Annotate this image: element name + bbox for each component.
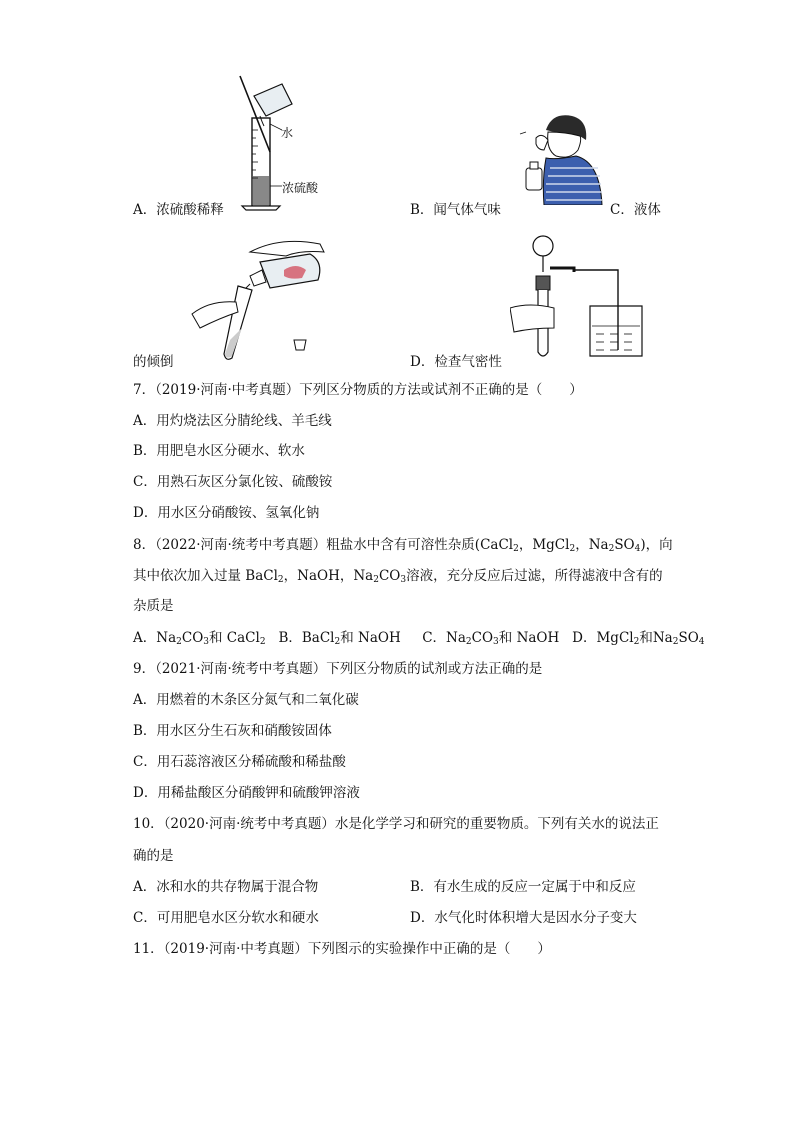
q9-option-c: C．用石蕊溶液区分稀硫酸和稀盐酸	[133, 754, 346, 770]
q7-option-b: B．用肥皂水区分硬水、软水	[133, 443, 305, 459]
q10-option-d: D．水气化时体积增大是因水分子变大	[410, 910, 637, 926]
figure-c-pour-liquid	[190, 232, 330, 362]
q8-stem-line2: 其中依次加入过量 BaCl$_2$，NaOH，$Na_2CO_3$溶液，充分反应后过滤，所得滤液中含有的	[133, 568, 663, 585]
q10-text: 水是化学学习和研究的重要物质。下列有关水的说法正	[334, 816, 659, 832]
q7-text: 下列区分物质的方法或试剂不正确的是（ ）	[299, 382, 583, 398]
q10-stem-line2: 确的是	[133, 848, 174, 864]
caption-c-part2: 的倾倒	[133, 354, 174, 370]
q9-option-d: D．用稀盐酸区分硝酸钾和硫酸钾溶液	[133, 785, 360, 801]
q11-source: （2019·河南·中考真题）	[163, 941, 308, 957]
q7-stem	[133, 381, 583, 399]
q11-stem	[133, 940, 551, 958]
figure-b-smell-gas	[516, 110, 606, 205]
figure-d-airtightness	[510, 232, 650, 362]
q8-option-d: D．MgCl$_2$和$Na_2SO_4$	[572, 630, 705, 647]
q8-option-a: A．$Na_2CO_3$和 CaCl$_2$	[133, 630, 266, 647]
q11-text: 下列图示的实验操作中正确的是（ ）	[307, 941, 551, 957]
q10-stem-line1	[133, 815, 659, 833]
q9-option-a: A．用燃着的木条区分氮气和二氧化碳	[133, 692, 359, 708]
caption-c-part1: C．液体	[610, 202, 661, 218]
q9-source: （2021·河南·统考中考真题）	[155, 661, 327, 677]
q10-option-b: B．有水生成的反应一定属于中和反应	[410, 879, 636, 895]
q7-option-d: D．用水区分硝酸铵、氢氧化钠	[133, 505, 320, 521]
q9-stem	[133, 660, 542, 678]
q8-stem-line3: 杂质是	[133, 598, 174, 614]
q7-source: （2019·河南·中考真题）	[155, 382, 300, 398]
q10-number: 10．	[133, 816, 164, 832]
q9-text: 下列区分物质的试剂或方法正确的是	[326, 661, 543, 677]
label-concentrated-acid: 浓硫酸	[282, 181, 319, 195]
q9-option-b: B．用水区分生石灰和硝酸铵固体	[133, 723, 332, 739]
q7-option-a: A．用灼烧法区分腈纶线、羊毛线	[133, 413, 332, 429]
q8-options	[133, 629, 705, 647]
q8-option-c: C．$Na_2CO_3$和 NaOH	[422, 630, 560, 647]
caption-d: D．检查气密性	[410, 354, 502, 370]
caption-a: A．浓硫酸稀释	[133, 202, 224, 218]
caption-b: B．闻气体气味	[410, 202, 501, 218]
q7-number: 7．	[133, 382, 156, 398]
q8-stem-line1: 8．（2022·河南·统考中考真题）粗盐水中含有可溶性杂质(CaCl$_2$，MgCl$_2$，$Na_2SO_4$)，向	[133, 537, 673, 554]
q7-option-c: C．用熟石灰区分氯化铵、硫酸铵	[133, 474, 333, 490]
q11-number: 11．	[133, 941, 164, 957]
q10-source: （2020·河南·统考中考真题）	[163, 816, 335, 832]
q10-option-a: A．冰和水的共存物属于混合物	[133, 879, 319, 895]
q8-option-b: B．BaCl$_2$和 NaOH	[278, 630, 401, 647]
q9-number: 9．	[133, 661, 156, 677]
label-water: 水	[281, 126, 294, 140]
q10-option-c: C．可用肥皂水区分软水和硬水	[133, 910, 319, 926]
